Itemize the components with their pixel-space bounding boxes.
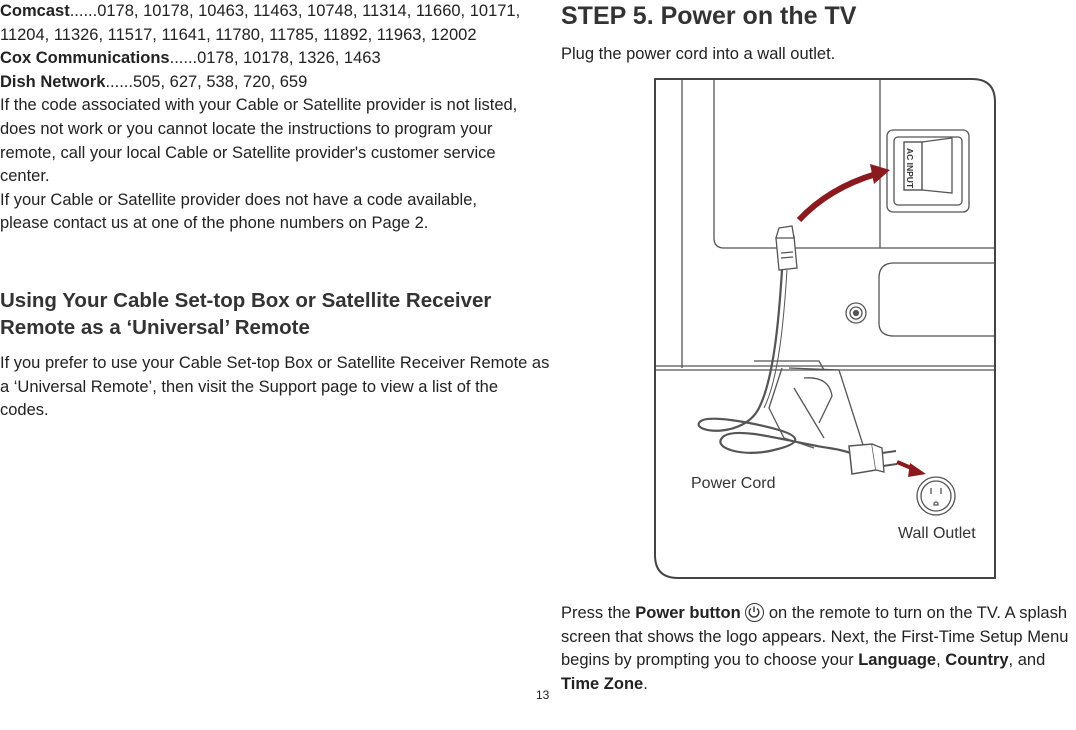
text-run: , and bbox=[1008, 651, 1046, 670]
cox-entry bbox=[0, 47, 550, 71]
power-cord-label: Power Cord bbox=[691, 475, 776, 492]
power-icon bbox=[745, 603, 764, 622]
dish-entry bbox=[0, 71, 550, 95]
wall-outlet-label: Wall Outlet bbox=[898, 525, 976, 542]
provider-name: Dish Network bbox=[0, 72, 106, 91]
plug-instruction: Plug the power cord into a wall outlet. bbox=[561, 45, 836, 63]
text-run: Press the bbox=[561, 604, 636, 622]
left-column bbox=[0, 0, 550, 236]
page-number: 13 bbox=[536, 688, 550, 702]
comcast-entry bbox=[0, 0, 550, 47]
language-term: Language bbox=[858, 651, 937, 670]
universal-remote-heading: Using Your Cable Set-top Box or Satellite Receiver Remote as a ‘Universal’ Remote bbox=[0, 289, 492, 339]
power-cord-illustration bbox=[654, 78, 996, 579]
provider-codes: ......0178, 10178, 10463, 11463, 10748, 11314, 11660, 10171, 11204, 11326, 11517, 11641, 11780, 11785, 11892, 11963, 12002 bbox=[0, 2, 521, 44]
ac-input-label: AC INPUT bbox=[905, 148, 915, 189]
text-run: . bbox=[643, 674, 648, 693]
provider-codes: ......0178, 10178, 1326, 1463 bbox=[169, 49, 381, 68]
code-not-listed-paragraph: If the code associated with your Cable or Satellite provider is not listed, does not work or you cannot locate the instructions to program your remote, call your local Cable or Satellite provider's customer service center. bbox=[0, 96, 518, 186]
no-code-paragraph: If your Cable or Satellite provider does not have a code available, please contact us at one of the phone numbers on Page 2. bbox=[0, 190, 477, 233]
text-run: , bbox=[936, 651, 946, 670]
power-on-paragraph bbox=[561, 602, 1076, 696]
text-run: on the remote to turn on the TV. A splash screen that shows the logo appears. Next, the First-Time Setup Menu begins by prompting you to choose your bbox=[561, 604, 1069, 670]
power-button-term: Power button bbox=[635, 604, 741, 622]
provider-name: Comcast bbox=[0, 2, 70, 20]
provider-name: Cox Communications bbox=[0, 49, 170, 68]
provider-codes: ......505, 627, 538, 720, 659 bbox=[105, 72, 308, 91]
universal-remote-paragraph: If you prefer to use your Cable Set-top Box or Satellite Receiver Remote as a ‘Universal Remote’, then visit the Support page to view a list of the codes. bbox=[0, 354, 550, 420]
step-title: STEP 5. Power on the TV bbox=[561, 2, 857, 30]
country-term: Country bbox=[945, 651, 1009, 670]
time-zone-term: Time Zone bbox=[561, 674, 644, 693]
